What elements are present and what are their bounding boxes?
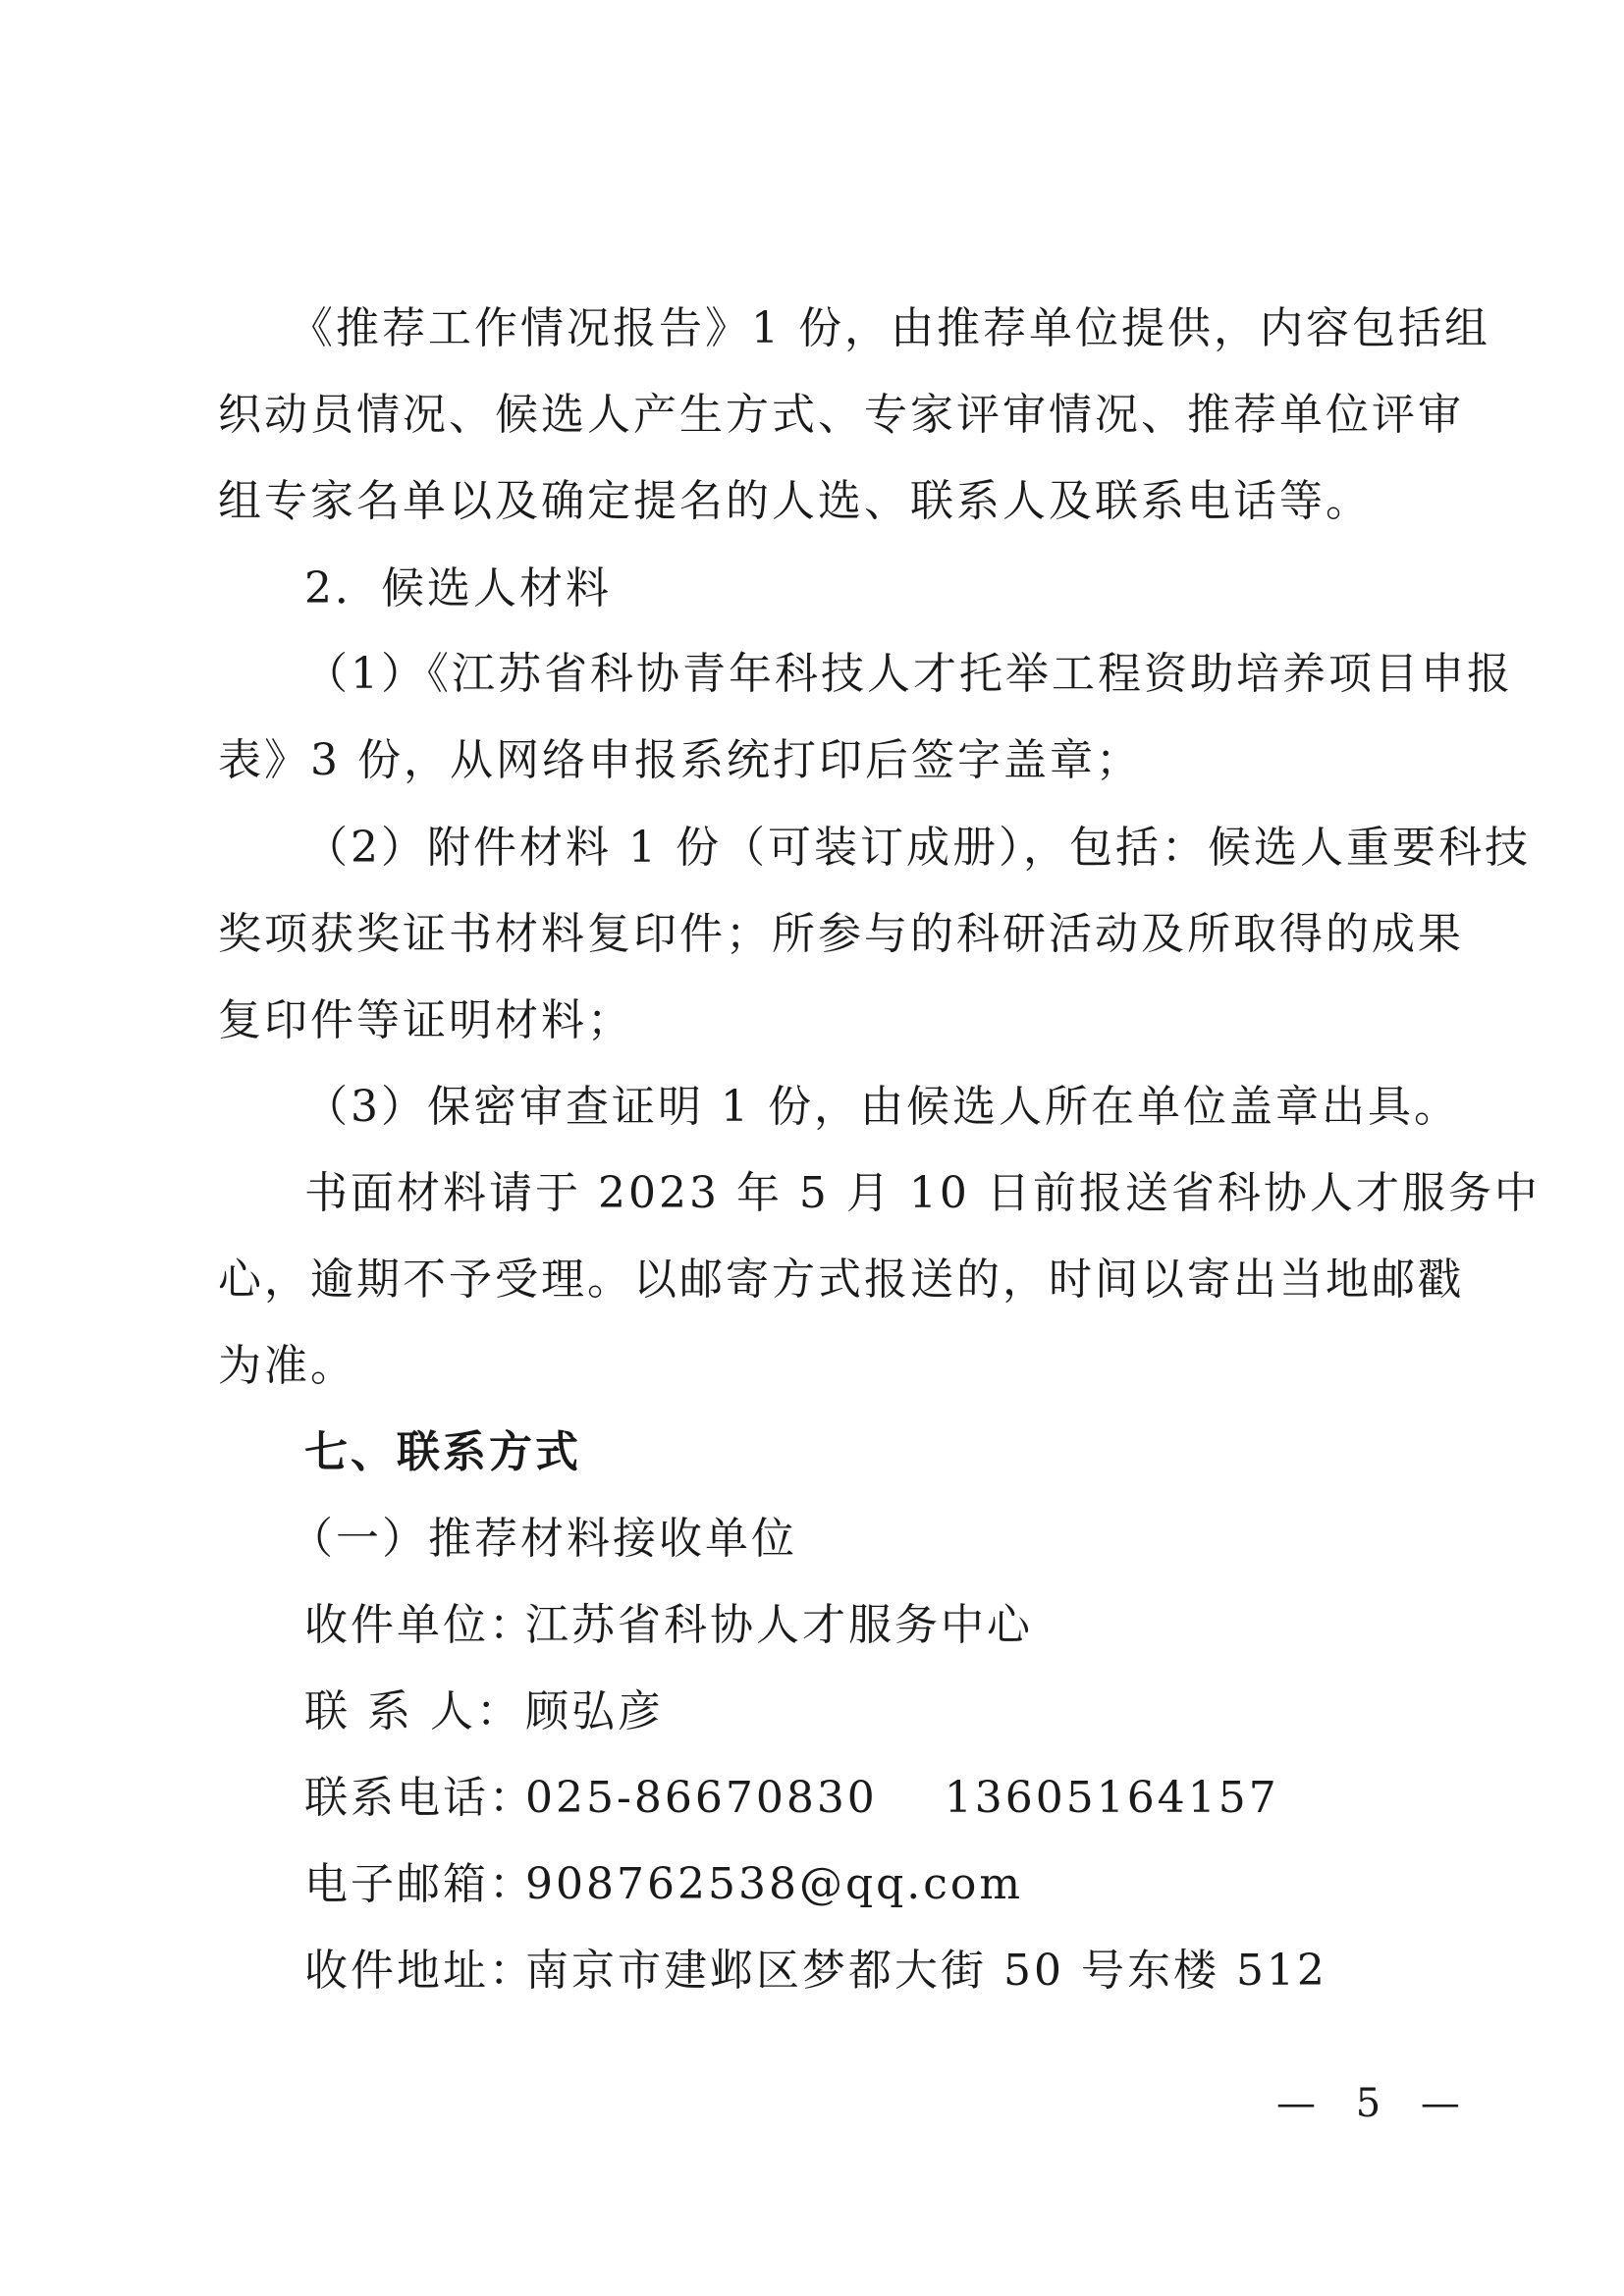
contact-unit-row [304, 1596, 1033, 1655]
report-paragraph-line-2: 织动员情况、候选人产生方式、专家评审情况、推荐单位评审 [218, 390, 1464, 440]
contact-address-value: 南京市建邺区梦都大街 50 号东楼 512 [525, 1946, 1327, 1996]
contact-phone-value-2: 13605164157 [944, 1773, 1279, 1823]
contact-phone-label: 联系电话： [304, 1773, 535, 1823]
contact-person-value: 顾弘彦 [525, 1686, 664, 1736]
contact-email-value: 908762538@qq.com [525, 1859, 1024, 1909]
item-2-line-3: 复印件等证明材料； [218, 995, 633, 1045]
contact-unit-label: 收件单位： [304, 1600, 535, 1650]
item-3-line: （3）保密审查证明 1 份，由候选人所在单位盖章出具。 [304, 1082, 1460, 1132]
item-1-line-2: 表》3 份，从网络申报系统打印后签字盖章； [218, 735, 1142, 785]
deadline-line-3: 为准。 [218, 1341, 356, 1391]
report-paragraph-line-1: 《推荐工作情况报告》1 份，由推荐单位提供，内容包括组 [290, 303, 1490, 353]
contact-phone-value-1: 025-86670830 [525, 1773, 878, 1823]
deadline-line-2: 心，逾期不予受理。以邮寄方式报送的，时间以寄出当地邮戳 [218, 1255, 1464, 1305]
contact-email-label: 电子邮箱： [304, 1859, 535, 1909]
page-number: — 5 — [1276, 2081, 1474, 2126]
item-1-line-1: （1）《江苏省科协青年科技人才托举工程资助培养项目申报 [304, 649, 1513, 699]
section-7-heading: 七、联系方式 [304, 1427, 581, 1477]
item-2-line-1: （2）附件材料 1 份（可装订成册），包括：候选人重要科技 [304, 823, 1531, 873]
contact-unit-value: 江苏省科协人才服务中心 [525, 1600, 1033, 1650]
subsection-1-heading: （一）推荐材料接收单位 [290, 1514, 797, 1564]
report-paragraph-line-3: 组专家名单以及确定提名的人选、联系人及联系电话等。 [218, 476, 1372, 526]
contact-person-row [304, 1682, 664, 1741]
section-2-title: 2．候选人材料 [304, 563, 612, 614]
contact-phone-row [304, 1769, 1279, 1828]
deadline-line-1: 书面材料请于 2023 年 5 月 10 日前报送省科协人才服务中 [304, 1168, 1541, 1218]
contact-person-label: 联 系 人： [304, 1686, 522, 1736]
contact-address-row [304, 1942, 1327, 2001]
contact-email-row [304, 1855, 1023, 1914]
item-2-line-2: 奖项获奖证书材料复印件；所参与的科研活动及所取得的成果 [218, 909, 1464, 959]
contact-address-label: 收件地址： [304, 1946, 535, 1996]
